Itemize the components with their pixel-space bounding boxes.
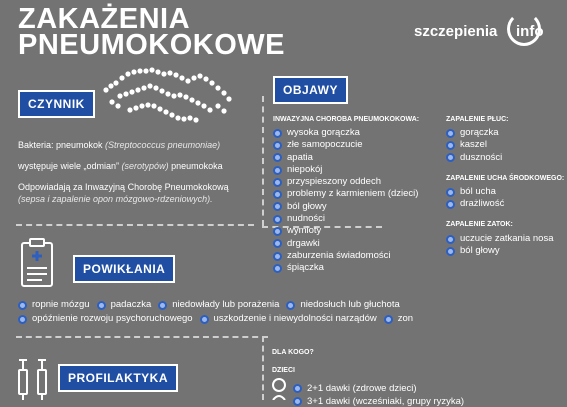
symptom-item: wysoka gorączka: [273, 127, 418, 139]
divider-vertical: [262, 96, 264, 226]
symptom-item: problemy z karmieniem (dzieci): [273, 188, 418, 200]
symptom-item: drażliwość: [446, 198, 504, 210]
bullet-icon: [97, 301, 106, 310]
czynnik-text-1: Bakteria: pneumokok (Streptococcus pneumoniae): [18, 140, 221, 150]
bullet-icon: [273, 190, 282, 199]
dzieci-item-1: 2+1 dawki (zdrowe dzieci): [293, 383, 417, 394]
zapalenie-ucha-list: [446, 186, 504, 211]
bullet-icon: [273, 141, 282, 150]
dzieci-header: DZIECI: [272, 367, 295, 374]
bullet-icon: [273, 153, 282, 162]
symptom-item: drgawki: [273, 238, 418, 250]
powiklania-badge: POWIKŁANIA: [73, 255, 175, 283]
objawy-badge: OBJAWY: [273, 76, 348, 104]
symptom-item: śpiączka: [273, 262, 418, 274]
bullet-icon: [273, 215, 282, 224]
symptom-item: niepokój: [273, 164, 418, 176]
czynnik-text-3: Odpowiadają za Inwazyjną Chorobę Pneumokokową: [18, 182, 229, 192]
bullet-icon: [200, 315, 209, 324]
divider-czynnik: [16, 224, 254, 226]
complication-item: opóźnienie rozwoju psychoruchowego: [18, 311, 193, 327]
bullet-icon: [446, 188, 455, 197]
bullet-icon: [293, 397, 302, 406]
baby-icon: [270, 378, 288, 400]
page-title: [18, 3, 285, 61]
logo-suffix: info: [516, 23, 544, 40]
bullet-icon: [273, 264, 282, 273]
czynnik-text-2: występuje wiele „odmian” (serotypów) pneumokoka: [18, 161, 223, 171]
bullet-icon: [273, 252, 282, 261]
bullet-icon: [18, 315, 27, 324]
vaccine-syringes-icon: [14, 356, 54, 400]
bullet-icon: [273, 227, 282, 236]
zapalenie-ucha-header: ZAPALENIE UCHA ŚRODKOWEGO:: [446, 175, 565, 182]
bullet-icon: [273, 129, 282, 138]
divider-powiklania: [16, 336, 268, 338]
bullet-icon: [286, 301, 295, 310]
zapalenie-pluc-header: ZAPALENIE PŁUC:: [446, 116, 509, 123]
complication-item: niedosłuch lub głuchota: [286, 297, 399, 313]
bullet-icon: [446, 247, 455, 256]
bullet-icon: [384, 315, 393, 324]
bullet-icon: [273, 178, 282, 187]
bacteria-illustration-icon: [100, 66, 236, 126]
bullet-icon: [446, 141, 455, 150]
bullet-icon: [446, 129, 455, 138]
czynnik-text-4: (sepsa i zapalenie opon mózgowo-rdzeniowych).: [18, 194, 213, 204]
symptom-item: zaburzenia świadomości: [273, 250, 418, 262]
ipd-header: INWAZYJNA CHOROBA PNEUMOKOKOWA:: [273, 116, 420, 123]
zapalenie-pluc-list: [446, 127, 502, 164]
bullet-icon: [158, 301, 167, 310]
bullet-icon: [446, 153, 455, 162]
profilaktyka-badge: PROFILAKTYKA: [58, 364, 178, 392]
bullet-icon: [293, 384, 302, 393]
symptom-item: złe samopoczucie: [273, 139, 418, 151]
symptom-item: ból ucha: [446, 186, 504, 198]
symptom-item: ból głowy: [273, 201, 418, 213]
symptom-item: gorączka: [446, 127, 502, 139]
czynnik-badge: CZYNNIK: [18, 90, 95, 118]
symptom-item: ból głowy: [446, 245, 553, 257]
ipd-symptom-list: [273, 127, 418, 275]
complication-item: niedowłady lub porażenia: [158, 297, 279, 313]
bullet-icon: [446, 200, 455, 209]
complication-item: padaczka: [97, 297, 152, 313]
symptom-item: nudności: [273, 213, 418, 225]
symptom-item: przyspieszony oddech: [273, 176, 418, 188]
zapalenie-zatok-list: [446, 233, 553, 258]
symptom-item: duszności: [446, 152, 502, 164]
complication-item: zon: [384, 311, 413, 327]
symptom-item: kaszel: [446, 139, 502, 151]
divider-profilaktyka-vertical: [262, 336, 264, 400]
complication-item: ropnie mózgu: [18, 297, 90, 313]
powiklania-row-2: [18, 311, 420, 327]
bullet-icon: [273, 166, 282, 175]
dzieci-item-2: 3+1 dawki (wcześniaki, grupy ryzyka): [293, 396, 464, 407]
symptom-item: uczucie zatkania nosa: [446, 233, 553, 245]
bullet-icon: [446, 235, 455, 244]
bullet-icon: [273, 239, 282, 248]
logo-text: szczepienia: [414, 23, 498, 40]
complication-item: uszkodzenie i niewydolności narządów: [200, 311, 377, 327]
symptom-item: wymioty: [273, 225, 418, 237]
title-line-1: ZAKAŻENIA: [18, 3, 191, 35]
clipboard-icon: [20, 238, 54, 288]
dla-kogo-header: DLA KOGO?: [272, 349, 314, 356]
title-line-2: PNEUMOKOKOWE: [18, 29, 285, 61]
zapalenie-zatok-header: ZAPALENIE ZATOK:: [446, 221, 513, 228]
bullet-icon: [273, 202, 282, 211]
symptom-item: apatia: [273, 152, 418, 164]
bullet-icon: [18, 301, 27, 310]
